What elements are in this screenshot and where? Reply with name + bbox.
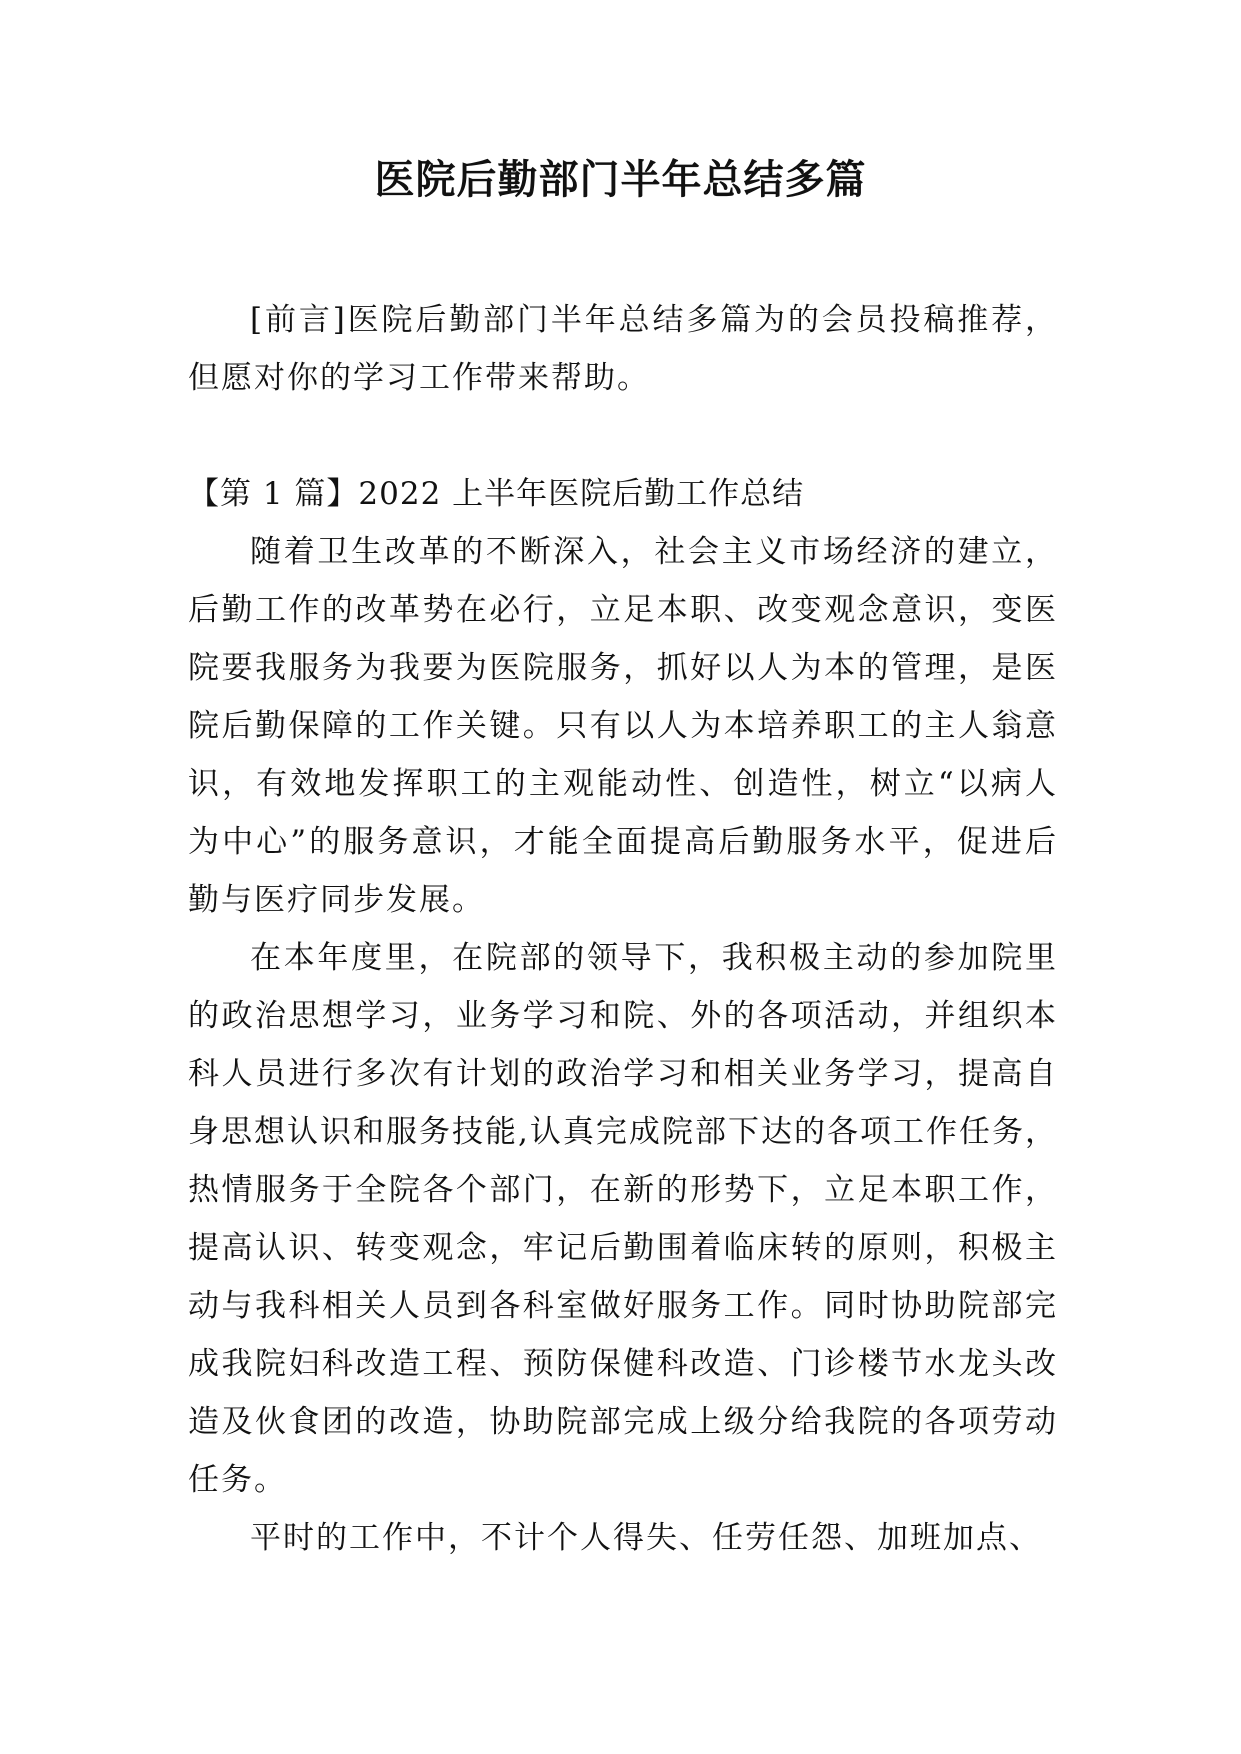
section-heading: 【第 1 篇】2022 上半年医院后勤工作总结 bbox=[188, 476, 805, 512]
document-title: 医院后勤部门半年总结多篇 bbox=[374, 157, 867, 203]
paragraph-gap bbox=[188, 407, 1058, 465]
document-body bbox=[188, 291, 1058, 1567]
body-paragraph-1: 随着卫生改革的不断深入，社会主义市场经济的建立，后勤工作的改革势在必行，立足本职、改变观念意识，变医院要我服务为我要为医院服务，抓好以人为本的管理，是医院后勤保障的工作关键。只有以人为本培养职工的主人翁意识，有效地发挥职工的主观能动性、创造性，树立“以病人为中心”的服务意识，才能全面提高后勤服务水平，促进后勤与医疗同步发展。 bbox=[188, 534, 1058, 918]
body-paragraph-3: 平时的工作中，不计个人得失、任劳任怨、加班加点、 bbox=[250, 1520, 1042, 1556]
body-paragraph-2: 在本年度里，在院部的领导下，我积极主动的参加院里的政治思想学习，业务学习和院、外的各项活动，并组织本科人员进行多次有计划的政治学习和相关业务学习，提高自身思想认识和服务技能,认真完成院部下达的各项工作任务，热情服务于全院各个部门，在新的形势下，立足本职工作，提高认识、转变观念，牢记后勤围着临床转的原则，积极主动与我科相关人员到各科室做好服务工作。同时协助院部完成我院妇科改造工程、预防保健科改造、门诊楼节水龙头改造及伙食团的改造，协助院部完成上级分给我院的各项劳动任务。 bbox=[188, 940, 1058, 1498]
preface-paragraph: [前言]医院后勤部门半年总结多篇为的会员投稿推荐，但愿对你的学习工作带来帮助。 bbox=[188, 302, 1058, 396]
